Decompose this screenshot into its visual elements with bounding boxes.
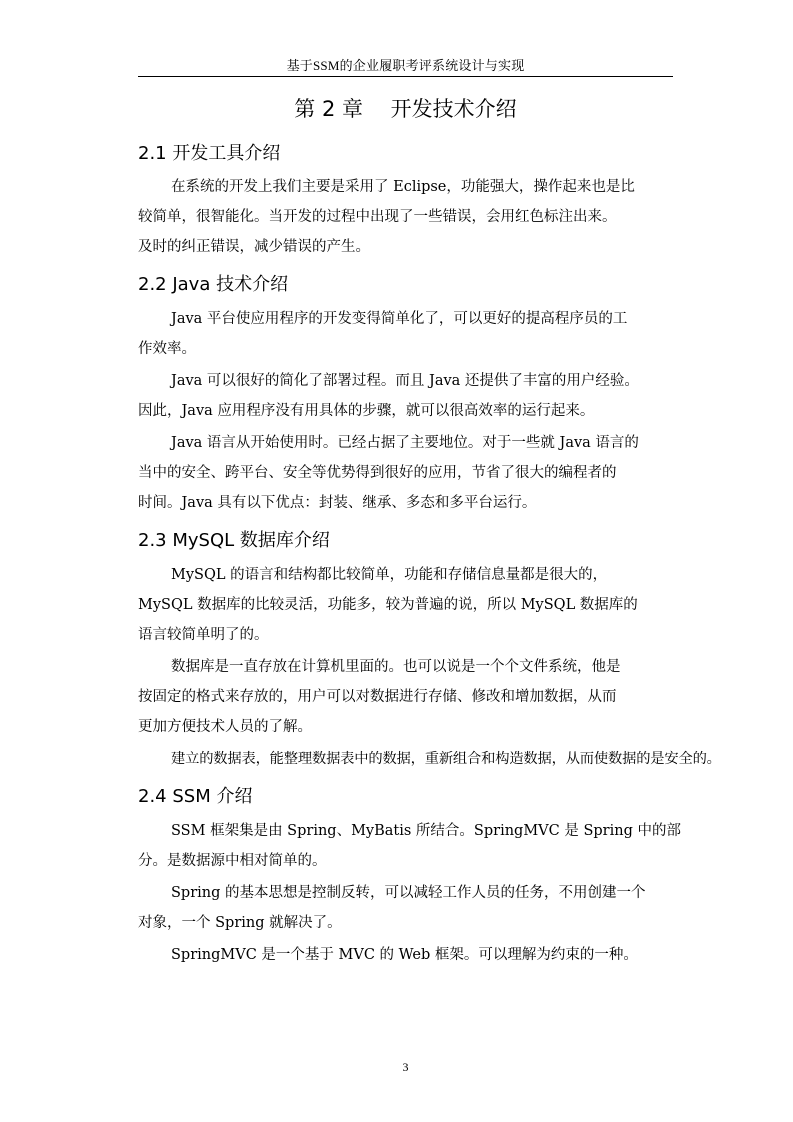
paragraph-line: 及时的纠正错误，减少错误的产生。 [138, 239, 370, 255]
paragraph-line: SSM 框架集是由 Spring、MyBatis 所结合。SpringMVC 是 Spring 中的部 [171, 823, 681, 839]
section-heading-2-2: 2.2 Java 技术介绍 [138, 274, 289, 295]
paragraph-line: Java 平台使应用程序的开发变得简单化了，可以更好的提高程序员的工 [171, 311, 628, 327]
paragraph-line: 分。是数据源中相对简单的。 [138, 853, 327, 869]
paragraph-line: Java 语言从开始使用时。已经占据了主要地位。对于一些就 Java 语言的 [171, 435, 639, 451]
paragraph-line: Java 可以很好的简化了部署过程。而且 Java 还提供了丰富的用户经验。 [171, 373, 639, 389]
chapter-title: 第 2 章 开发技术介绍 [294, 97, 517, 121]
paragraph-line: 较简单，很智能化。当开发的过程中出现了一些错误，会用红色标注出来。 [138, 209, 617, 225]
paragraph-line: 作效率。 [138, 341, 196, 357]
paragraph-line: 更加方便技术人员的了解。 [138, 719, 312, 735]
paragraph-line: 时间。Java 具有以下优点：封装、继承、多态和多平台运行。 [138, 495, 537, 511]
paragraph-line: 建立的数据表，能整理数据表中的数据，重新组合和构造数据，从而使数据的是安全的。 [171, 751, 721, 767]
section-heading-2-3: 2.3 MySQL 数据库介绍 [138, 530, 330, 551]
paragraph-line: MySQL 数据库的比较灵活，功能多，较为普遍的说，所以 MySQL 数据库的 [138, 597, 638, 613]
paragraph-line: 语言较简单明了的。 [138, 627, 269, 643]
running-header: 基于SSM的企业履职考评系统设计与实现 [286, 58, 525, 73]
section-heading-2-1: 2.1 开发工具介绍 [138, 143, 281, 164]
page-number: 3 [402, 1060, 409, 1074]
header-rule [138, 76, 673, 77]
paragraph-line: MySQL 的语言和结构都比较简单，功能和存储信息量都是很大的， [171, 567, 608, 583]
paragraph-line: Spring 的基本思想是控制反转，可以减轻工作人员的任务，不用创建一个 [171, 885, 646, 901]
paragraph-line: 数据库是一直存放在计算机里面的。也可以说是一个个文件系统，他是 [171, 659, 621, 675]
paragraph-line: SpringMVC 是一个基于 MVC 的 Web 框架。可以理解为约束的一种。 [171, 947, 638, 963]
paragraph-line: 在系统的开发上我们主要是采用了 Eclipse，功能强大，操作起来也是比 [171, 179, 635, 195]
paragraph-line: 按固定的格式来存放的，用户可以对数据进行存储、修改和增加数据，从而 [138, 689, 617, 705]
paragraph-line: 因此，Java 应用程序没有用具体的步骤，就可以很高效率的运行起来。 [138, 403, 595, 419]
paragraph-line: 对象，一个 Spring 就解决了。 [138, 915, 342, 931]
section-heading-2-4: 2.4 SSM 介绍 [138, 786, 253, 807]
paragraph-line: 当中的安全、跨平台、安全等优势得到很好的应用，节省了很大的编程者的 [138, 465, 617, 481]
